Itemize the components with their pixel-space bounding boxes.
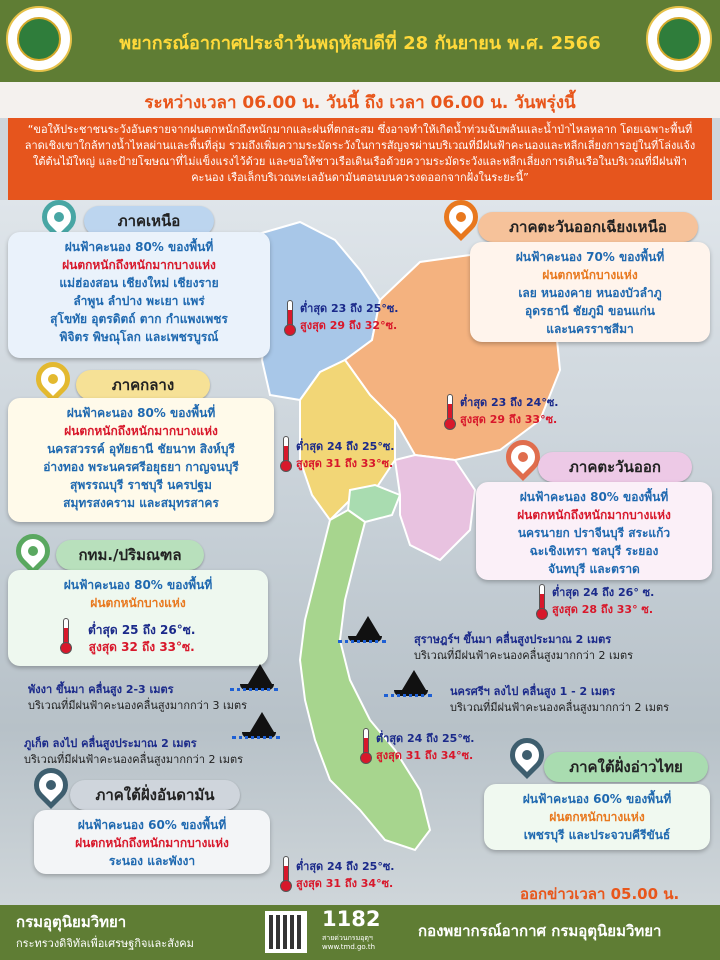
northeast-line-3: เลย หนองคาย หนองบัวลำภู — [518, 286, 662, 300]
north-line-6: พิจิตร พิษณุโลก และเพชรบูรณ์ — [59, 330, 219, 344]
bangkok-line-1: ฝนฟ้าคะนอง 80% ของพื้นที่ — [63, 578, 213, 592]
qr-code-icon[interactable] — [265, 911, 307, 953]
east-line-1: ฝนฟ้าคะนอง 80% ของพื้นที่ — [519, 490, 669, 504]
central-line-4: อ่างทอง พระนครศรีอยุธยา กาญจนบุรี — [43, 460, 239, 474]
thermometer-icon — [536, 584, 548, 620]
east-temp-low: ต่ำสุด 24 ถึง 26° ซ. — [552, 586, 655, 599]
thermometer-icon — [280, 436, 292, 472]
sea-phangnga-head: พังงา ขึ้นมา คลื่นสูง 2-3 เมตร — [28, 683, 174, 696]
forecast-period-bar — [0, 82, 720, 118]
bangkok-temperature — [88, 622, 195, 656]
south-west-temp-low: ต่ำสุด 24 ถึง 25°ซ. — [296, 860, 395, 873]
central-line-3: นครสวรรค์ อุทัยธานี ชัยนาท สิงห์บุรี — [47, 442, 235, 456]
south-west-line-3: ระนอง และพังงา — [108, 854, 196, 868]
region-label-north: ภาคเหนือ — [84, 206, 214, 236]
south-west-temperature — [296, 858, 394, 892]
footer-division: กองพยากรณ์อากาศ กรมอุตุนิยมวิทยา — [418, 922, 662, 940]
central-temperature — [296, 438, 394, 472]
northeast-line-5: และนครราชสีมา — [546, 322, 634, 336]
central-line-1: ฝนฟ้าคะนอง 80% ของพื้นที่ — [66, 406, 216, 420]
sea-surat-head: สุราษฎร์ฯ ขึ้นมา คลื่นสูงประมาณ 2 เมตร — [414, 633, 612, 646]
northeast-temp-high: สูงสุด 29 ถึง 33°ซ. — [460, 413, 558, 426]
region-label-central: ภาคกลาง — [76, 370, 210, 400]
region-label-south-east: ภาคใต้ฝั่งอ่าวไทย — [544, 752, 708, 782]
region-card-bangkok — [8, 570, 268, 666]
region-label-bangkok: กทม./ปริมณฑล — [56, 540, 204, 570]
central-temp-high: สูงสุด 31 ถึง 33°ซ. — [296, 457, 394, 470]
south-west-line-2: ฝนตกหนักถึงหนักมากบางแห่ง — [75, 836, 229, 850]
northeast-line-4: อุดรธานี ชัยภูมิ ขอนแก่น — [525, 304, 655, 318]
central-line-5: สุพรรณบุรี ราชบุรี นครปฐม — [70, 478, 212, 492]
north-line-1: ฝนฟ้าคะนอง 80% ของพื้นที่ — [64, 240, 214, 254]
north-line-4: ลำพูน ลำปาง พะเยา แพร่ — [73, 294, 205, 308]
sailboat-icon — [240, 712, 278, 742]
region-card-north — [8, 232, 270, 358]
region-card-south-west — [34, 810, 270, 874]
footer-ministry: กระทรวงดิจิทัลเพื่อเศรษฐกิจและสังคม — [16, 937, 194, 950]
south-east-line-2: ฝนตกหนักบางแห่ง — [549, 810, 645, 824]
sea-surat-body: บริเวณที่มีฝนฟ้าคะนองคลื่นสูงมากกว่า 2 เมตร — [414, 649, 634, 662]
website-link[interactable]: www.tmd.go.th — [322, 943, 375, 951]
north-temp-high: สูงสุด 29 ถึง 32°ซ. — [300, 319, 398, 332]
issued-time: ออกข่าวเวลา 05.00 น. — [520, 885, 680, 903]
thermometer-icon — [60, 618, 72, 654]
forecast-period: ระหว่างเวลา 06.00 น. วันนี้ ถึง เวลา 06.00 น. วันพรุ่งนี้ — [144, 93, 576, 113]
east-temperature — [552, 584, 654, 618]
south-west-line-1: ฝนฟ้าคะนอง 60% ของพื้นที่ — [77, 818, 227, 832]
central-line-2: ฝนตกหนักถึงหนักมากบางแห่ง — [64, 424, 218, 438]
east-line-4: ฉะเชิงเทรา ชลบุรี ระยอง — [529, 544, 659, 558]
sea-phuket-body: บริเวณที่มีฝนฟ้าคะนองคลื่นสูงมากกว่า 2 เมตร — [24, 753, 244, 766]
north-line-5: สุโขทัย อุตรดิตถ์ ตาก กำแพงเพชร — [50, 312, 228, 326]
bangkok-temp-low: ต่ำสุด 25 ถึง 26°ซ. — [88, 623, 196, 637]
thermometer-icon — [444, 394, 456, 430]
central-temp-low: ต่ำสุด 24 ถึง 25°ซ. — [296, 440, 395, 453]
northeast-temperature — [460, 394, 558, 428]
south-east-temp-low: ต่ำสุด 24 ถึง 25°ซ. — [376, 732, 475, 745]
thermometer-icon — [284, 300, 296, 336]
sea-nakhon-head: นครศรีฯ ลงไป คลื่นสูง 1 - 2 เมตร — [450, 685, 616, 698]
sea-condition-phangnga — [28, 682, 247, 714]
ministry-logo-icon — [6, 6, 72, 72]
south-east-line-1: ฝนฟ้าคะนอง 60% ของพื้นที่ — [522, 792, 672, 806]
east-line-3: นครนายก ปราจีนบุรี สระแก้ว — [517, 526, 671, 540]
sea-condition-phuket — [24, 736, 243, 768]
warning-text: “ขอให้ประชาชนระวังอันตรายจากฝนตกหนักถึงหนักมากและฝนที่ตกสะสม ซึ่งอาจทำให้เกิดน้ำท่วมฉับพลันและน้ำป่าไหลหลาก โดยเฉพาะพื้นที่ลาดเชิงเขาใกล้ทางน้ำไหลผ่านและพื้นที่ลุ่ม รวมถึงเพิ่มความระมัดระวังในการสัญจรผ่านบริเวณที่มีฝนฟ้าคะนองและหลีกเลี่ยงการอยู่ในที่โล่งแจ้ง ใต้ต้นไม้ใหญ่ และป้ายโฆษณาที่ไม่แข็งแรงไว้ด้วย และขอให้ชาวเรือเดินเรือด้วยความระมัดระวังและหลีกเลี่ยงการเดินเรือในบริเวณที่มีฝนฟ้าคะนอง เรือเล็กบริเวณทะเลอันดามันตอนบนควรงดออกจากฝั่งในระยะนี้” — [8, 118, 712, 200]
north-line-2: ฝนตกหนักถึงหนักมากบางแห่ง — [62, 258, 216, 272]
thermometer-icon — [360, 728, 372, 764]
sailboat-icon — [346, 616, 384, 646]
north-temp-low: ต่ำสุด 23 ถึง 25°ซ. — [300, 302, 399, 315]
bangkok-temp-high: สูงสุด 32 ถึง 33°ซ. — [88, 640, 195, 654]
bangkok-line-2: ฝนตกหนักบางแห่ง — [90, 596, 186, 610]
sea-nakhon-body: บริเวณที่มีฝนฟ้าคะนองคลื่นสูงมากกว่า 2 เมตร — [450, 701, 670, 714]
region-label-east: ภาคตะวันออก — [538, 452, 692, 482]
south-east-temperature — [376, 730, 474, 764]
northeast-temp-low: ต่ำสุด 23 ถึง 24°ซ. — [460, 396, 559, 409]
region-card-east — [476, 482, 712, 580]
hotline-number: 1182 — [322, 907, 381, 931]
north-temperature — [300, 300, 398, 334]
northeast-line-1: ฝนฟ้าคะนอง 70% ของพื้นที่ — [515, 250, 665, 264]
sailboat-icon — [392, 670, 430, 700]
footer-department: กรมอุตุนิยมวิทยา — [16, 913, 127, 931]
northeast-line-2: ฝนตกหนักบางแห่ง — [542, 268, 638, 282]
sea-condition-surat — [414, 632, 633, 664]
page-title: พยากรณ์อากาศประจำวันพฤหัสบดีที่ 28 กันยายน พ.ศ. 2566 — [119, 33, 601, 54]
sea-phuket-head: ภูเก็ต ลงไป คลื่นสูงประมาณ 2 เมตร — [24, 737, 197, 750]
sea-condition-nakhon — [450, 684, 669, 716]
east-line-2: ฝนตกหนักถึงหนักมากบางแห่ง — [517, 508, 671, 522]
south-east-line-3: เพชรบุรี และประจวบคีรีขันธ์ — [523, 828, 671, 842]
footer-bar — [0, 905, 720, 960]
east-line-5: จันทบุรี และตราด — [548, 562, 640, 576]
region-card-central — [8, 398, 274, 522]
region-label-south-west: ภาคใต้ฝั่งอันดามัน — [70, 780, 240, 810]
south-east-temp-high: สูงสุด 31 ถึง 34°ซ. — [376, 749, 474, 762]
thermometer-icon — [280, 856, 292, 892]
central-line-6: สมุทรสงคราม และสมุทรสาคร — [63, 496, 219, 510]
south-west-temp-high: สูงสุด 31 ถึง 34°ซ. — [296, 877, 394, 890]
region-east-shape — [395, 455, 475, 560]
region-card-northeast — [470, 242, 710, 342]
header-bar — [0, 0, 720, 82]
hotline-caption-1: สายด่วนกรมอุตุฯ — [322, 934, 373, 942]
hotline-caption — [322, 934, 375, 952]
region-label-northeast: ภาคตะวันออกเฉียงเหนือ — [478, 212, 698, 242]
sea-phangnga-body: บริเวณที่มีฝนฟ้าคะนองคลื่นสูงมากกว่า 3 เมตร — [28, 699, 248, 712]
east-temp-high: สูงสุด 28 ถึง 33° ซ. — [552, 603, 654, 616]
region-card-south-east — [484, 784, 710, 850]
department-logo-icon — [646, 6, 712, 72]
north-line-3: แม่ฮ่องสอน เชียงใหม่ เชียงราย — [59, 276, 219, 290]
